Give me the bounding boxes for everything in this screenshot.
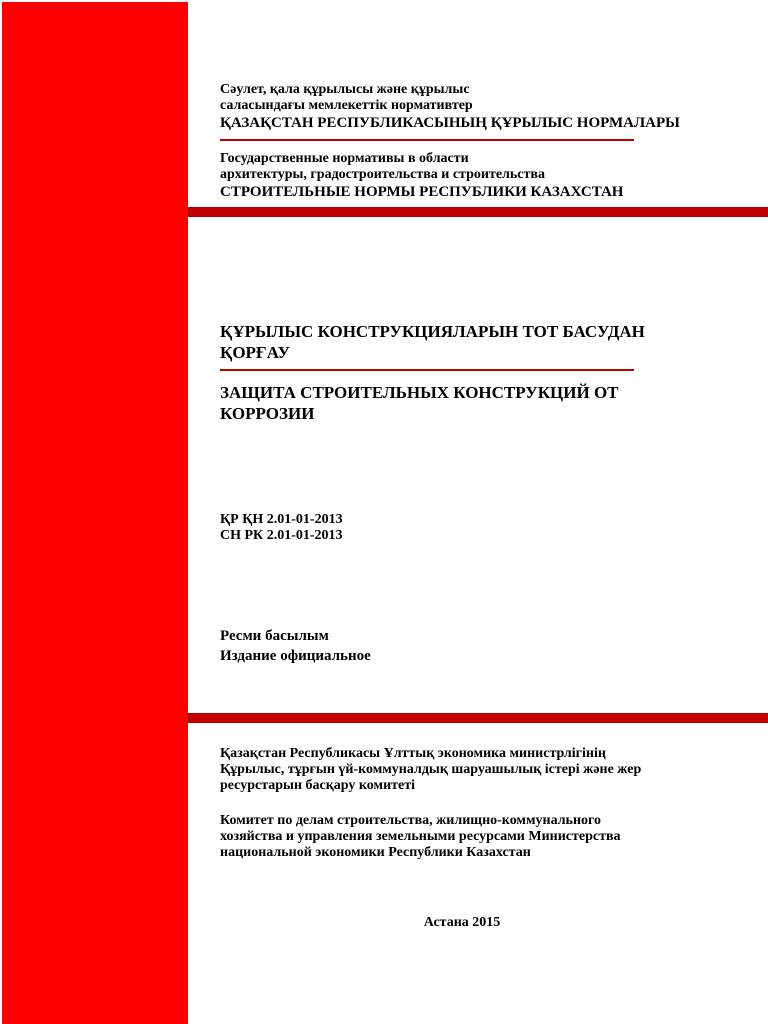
publisher-top-rule xyxy=(188,713,768,723)
title-ru-line1: ЗАЩИТА СТРОИТЕЛЬНЫХ КОНСТРУКЦИЙ ОТ xyxy=(220,383,619,402)
publisher-ru-line2: хозяйства и управления земельными ресурсами Министерства xyxy=(220,829,621,844)
edition-kz: Ресми басылым xyxy=(220,628,329,644)
publisher-kz-line2: Құрылыс, тұрғын үй-коммуналдық шаруашылық істері және жер xyxy=(220,762,642,777)
header-ru-line2: архитектуры, градостроительства и строительства xyxy=(220,167,545,182)
edition-ru: Издание официальное xyxy=(220,648,371,664)
edition xyxy=(220,626,371,666)
code-kz: ҚР ҚН 2.01-01-2013 xyxy=(220,512,343,527)
left-red-bar xyxy=(2,2,188,1024)
header-ru-line1: Государственные нормативы в области xyxy=(220,151,469,166)
title-ru xyxy=(220,382,619,424)
header-kz-line1: Сәулет, қала құрылысы және құрылыс xyxy=(220,82,470,97)
publisher-kz-line3: ресурстарын басқару комитеті xyxy=(220,778,415,793)
publisher-ru-line3: национальной экономики Республики Казахстан xyxy=(220,845,531,860)
header-kz xyxy=(220,82,680,132)
header-kz-line2: саласындағы мемлекеттік нормативтер xyxy=(220,98,473,113)
header-ru xyxy=(220,151,623,201)
header-ru-title: СТРОИТЕЛЬНЫЕ НОРМЫ РЕСПУБЛИКИ КАЗАХСТАН xyxy=(220,184,624,200)
publisher-ru xyxy=(220,813,621,861)
title-ru-line2: КОРРОЗИИ xyxy=(220,404,315,423)
title-kz-line2: ҚОРҒАУ xyxy=(220,343,291,362)
publisher-kz xyxy=(220,746,641,794)
header-bottom-rule xyxy=(188,207,768,217)
title-kz xyxy=(220,321,645,363)
city-year: Астана 2015 xyxy=(423,915,501,930)
publisher-kz-line1: Қазақстан Республикасы Ұлттық экономика министрлігінің xyxy=(220,746,606,761)
title-divider xyxy=(220,369,634,371)
header-divider xyxy=(220,139,634,141)
code-ru: СН РК 2.01-01-2013 xyxy=(220,528,343,543)
document-codes xyxy=(220,512,343,544)
publisher-ru-line1: Комитет по делам строительства, жилищно-коммунального xyxy=(220,813,602,828)
header-kz-title: ҚАЗАҚСТАН РЕСПУБЛИКАСЫНЫҢ ҚҰРЫЛЫС НОРМАЛАРЫ xyxy=(220,115,680,131)
title-kz-line1: ҚҰРЫЛЫС КОНСТРУКЦИЯЛАРЫН ТОТ БАСУДАН xyxy=(220,322,645,341)
